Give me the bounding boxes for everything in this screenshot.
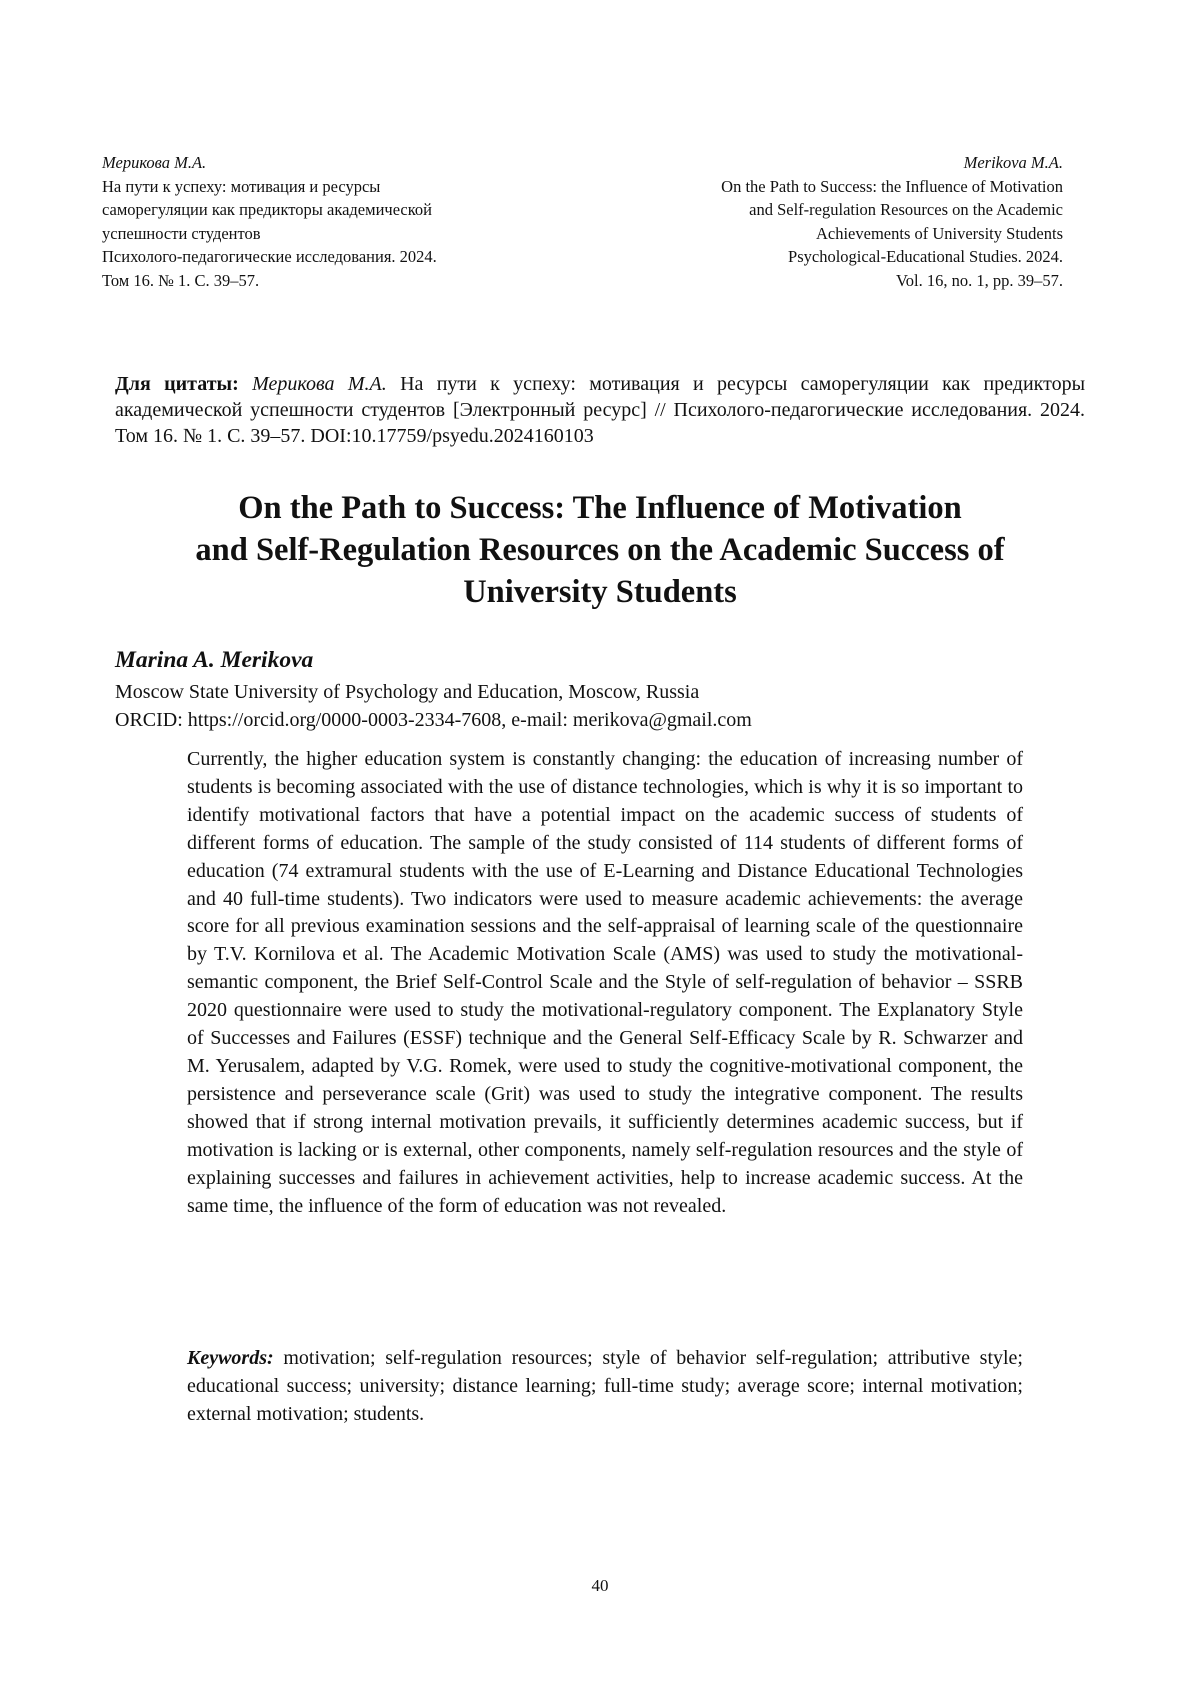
header-line-en: Psychological-Educational Studies. 2024. [788,247,1063,267]
header-line-ru: Том 16. № 1. С. 39–57. [102,270,260,290]
author-name: Marina A. Merikova [115,647,314,673]
page-number: 40 [591,1576,609,1595]
keywords-text: motivation; self-regulation resources; style of behavior self-regulation; attributive style; educational success; university; distance learning; full-time study; average score; internal motivation; external motivation; students. [187,1347,1023,1425]
citation-block [115,371,1085,449]
header-line-ru: саморегуляции как предикторы академической [102,200,433,220]
running-header-russian [102,151,582,293]
citation-author: Мерикова М.А. [252,373,387,395]
keywords-block [187,1345,1023,1429]
author-affiliation: Moscow State University of Psychology and Education, Moscow, Russia [115,681,700,703]
header-line-en: Achievements of University Students [815,223,1063,243]
title-line: University Students [463,574,737,610]
header-line-ru: успешности студентов [102,223,261,243]
header-author-ru: Мерикова М.А. [102,153,207,172]
article-title [100,487,1100,613]
header-author-en: Merikova M.A. [963,153,1063,172]
header-line-ru: На пути к успеху: мотивация и ресурсы [102,176,381,196]
author-orcid: ORCID: https://orcid.org/0000-0003-2334-7608, e-mail: merikova@gmail.com [115,709,752,731]
header-line-en: and Self-regulation Resources on the Academic [749,200,1063,220]
citation-text: На пути к успеху: мотивация и ресурсы саморегуляции как предикторы академической успешности студентов [Электронный ресурс] // Психолого-педагогические исследования. 2024. Том 16. № 1. С. 39–57. DOI:10.17759/psyedu.2024160103 [115,373,1086,447]
abstract-text: Currently, the higher education system is constantly changing: the education of increasing number of students is becoming associated with the use of distance technologies, which is why it is so important to identify motivational factors that have a potential impact on the academic success of students of different forms of education. The sample of the study consisted of 114 students of different forms of education (74 extramural students with the use of E-Learning and Distance Educational Technologies and 40 full-time students). Two indicators were used to measure academic achievements: the average score for all previous examination sessions and the self-appraisal of learning scale of the questionnaire by T.V. Kornilova et al. The Academic Motivation Scale (AMS) was used to study the motivational-semantic component, the Brief Self-Control Scale and the Style of self-regulation of behavior – SSRB 2020 questionnaire were used to study the motivational-regulatory component. The Explanatory Style of Successes and Failures (ESSF) technique and the General Self-Efficacy Scale by R. Schwarzer and M. Yerusalem, adapted by V.G. Romek, were used to study the cognitive-motivational component, the persistence and perseverance scale (Grit) was used to study the integrative component. The results showed that if strong internal motivation prevails, it sufficiently determines academic success, but if motivation is lacking or is external, other components, namely self-regulation resources and the style of explaining successes and failures in achievement activities, help to increase academic success. At the same time, the influence of the form of education was not revealed. [187,748,1023,1217]
running-header-english [583,151,1063,293]
title-line: and Self-Regulation Resources on the Academic Success of [195,532,1005,568]
keywords-label: Keywords: [187,1347,274,1369]
title-line: On the Path to Success: The Influence of Motivation [238,490,962,526]
header-line-en: On the Path to Success: the Influence of Motivation [721,176,1063,196]
header-line-en: Vol. 16, no. 1, pp. 39–57. [896,270,1063,290]
citation-label: Для цитаты: [115,373,239,395]
header-line-ru: Психолого-педагогические исследования. 2024. [102,247,437,267]
